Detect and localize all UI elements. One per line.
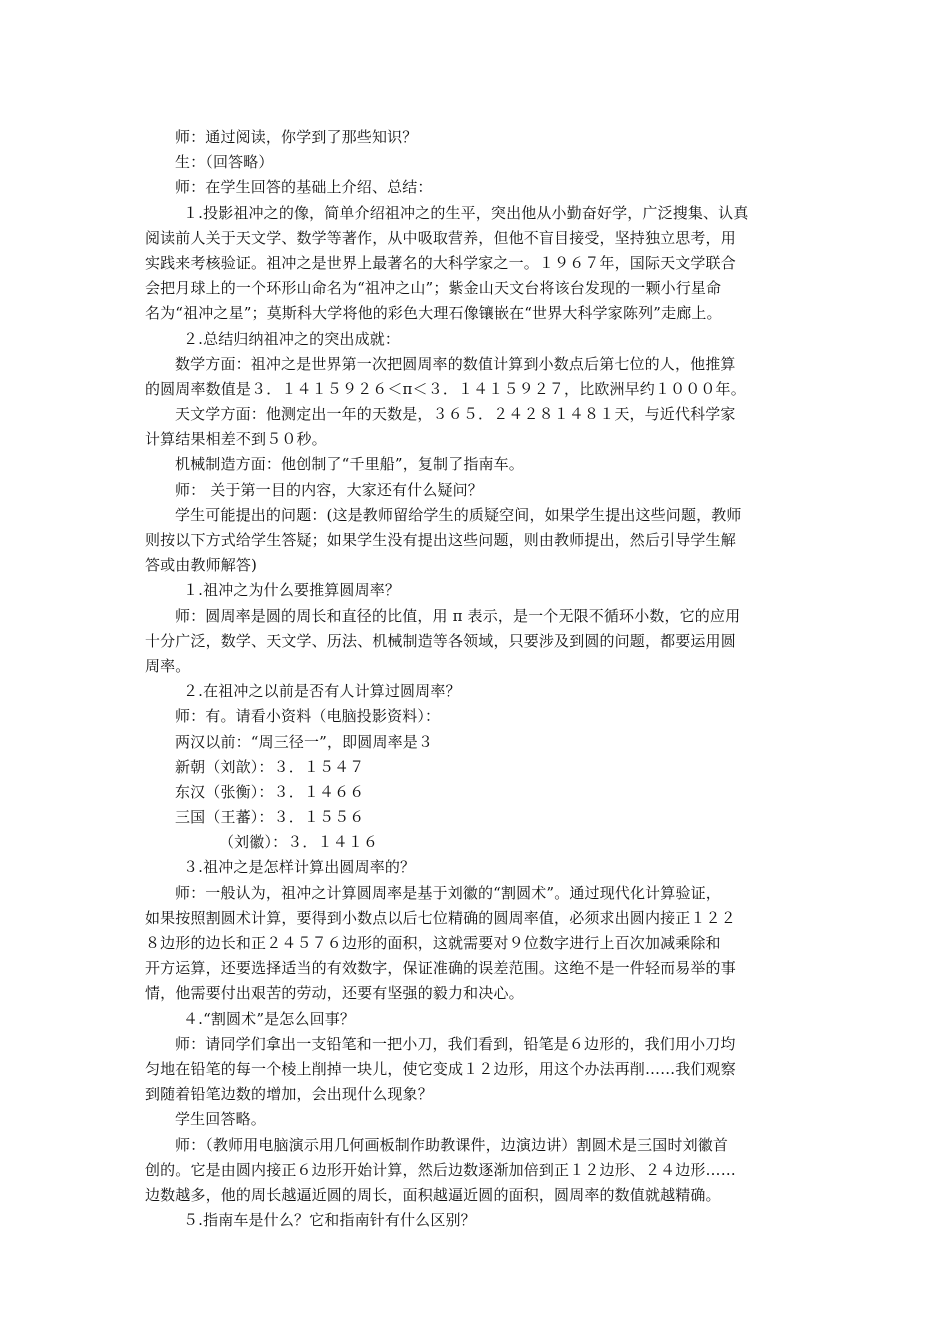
text-line: 师：圆周率是圆的周长和直径的比值，用 π 表示，是一个无限不循环小数，它的应用 [175,606,741,625]
text-line: 名为“祖冲之星”；莫斯科大学将他的彩色大理石像镶嵌在“世界大科学家陈列”走廊上。 [145,304,722,323]
text-line: 数学方面：祖冲之是世界第一次把圆周率的数值计算到小数点后第七位的人，他推算 [175,354,736,373]
text-line: 到随着铅笔边数的增加，会出现什么现象？ [145,1085,433,1104]
text-line: 十分广泛，数学、天文学、历法、机械制造等各领域，只要涉及到圆的问题，都要运用圆 [145,631,736,650]
text-line: ２.总结归纳祖冲之的突出成就： [183,329,401,348]
text-line: １.祖冲之为什么要推算圆周率？ [183,581,401,600]
text-line: 匀地在铅笔的每一个棱上削掉一块儿，使它变成１２边形，用这个办法再削……我们观察 [145,1059,736,1078]
text-line: 两汉以前：“周三径一”，即圆周率是３ [175,732,434,751]
text-line: 创的。它是由圆内接正６边形开始计算，然后边数逐渐加倍到正１２边形、２４边形…… [145,1160,736,1179]
text-line: 师：通过阅读，你学到了那些知识？ [175,128,418,146]
text-line: 师：一般认为，祖冲之计算圆周率是基于刘徽的“割圆术”。通过现代化计算验证， [175,883,721,902]
text-line: 三国（王蕃）：３．１５５６ [175,808,365,827]
text-line: 阅读前人关于天文学、数学等著作，从中吸取营养，但他不盲目接受，坚持独立思考，用 [145,228,736,247]
document-body [145,125,815,1233]
text-line: 新朝（刘歆）：３．１５４７ [175,757,365,776]
text-line: 师：在学生回答的基础上介绍、总结： [175,178,433,197]
text-line: 实践来考核验证。祖冲之是世界上最著名的大科学家之一。１９６７年，国际天文学联合 [145,253,736,272]
text-line: 师： 关于第一目的内容，大家还有什么疑问？ [175,480,483,499]
text-line: 开方运算，还要选择适当的有效数字，保证准确的误差范围。这绝不是一件轻而易举的事 [145,959,736,978]
text-line: 机械制造方面：他创制了“千里船”，复制了指南车。 [175,455,524,474]
text-line: １.投影祖冲之的像，简单介绍祖冲之的生平，突出他从小勤奋好学，广泛搜集、认真 [183,203,749,222]
text-line: 边数越多，他的周长越逼近圆的周长，面积越逼近圆的面积，圆周率的数值就越精确。 [145,1185,721,1204]
text-line: 情，他需要付出艰苦的劳动，还要有坚强的毅力和决心。 [145,984,524,1003]
text-line: 答或由教师解答) [145,556,258,575]
text-line: ２.在祖冲之以前是否有人计算过圆周率？ [183,682,461,701]
text-line: 生：（回答略） [175,153,274,172]
text-line: 师：有。请看小资料（电脑投影资料）： [175,707,441,726]
text-line: ８边形的边长和正２４５７６边形的面积，这就需要对９位数字进行上百次加减乘除和 [145,934,721,952]
text-line: 师：（教师用电脑演示用几何画板制作助教课件，边演边讲）割圆术是三国时刘徽首 [175,1135,729,1154]
text-line: ５.指南车是什么？它和指南针有什么区别？ [183,1211,476,1230]
text-line: 师：请同学们拿出一支铅笔和一把小刀，我们看到，铅笔是６边形的，我们用小刀均 [175,1034,736,1053]
text-line: 学生回答略。 [175,1110,266,1129]
text-line: ３.祖冲之是怎样计算出圆周率的？ [183,858,416,877]
text-line: （刘徽）：３．１４１６ [219,833,379,852]
text-line: 周率。 [145,656,191,675]
text-line: 则按以下方式给学生答疑；如果学生没有提出这些问题，则由教师提出，然后引导学生解 [145,531,736,549]
text-line: 的圆周率数值是３．１４１５９２６＜π＜３．１４１５９２７，比欧洲早约１０００年。 [145,379,746,398]
text-line: 天文学方面：他测定出一年的天数是，３６５．２４２８１４８１天，与近代科学家 [175,405,736,424]
text-line: 计算结果相差不到５０秒。 [145,430,327,449]
text-line: 学生可能提出的问题：(这是教师留给学生的质疑空间，如果学生提出这些问题，教师 [175,505,742,524]
text-line: ４.“割圆术”是怎么回事？ [183,1009,356,1028]
text-line: 会把月球上的一个环形山命名为“祖冲之山”；紫金山天文台将该台发现的一颗小行星命 [145,279,722,298]
text-line: 东汉（张衡）：３．１４６６ [175,782,365,801]
text-line: 如果按照割圆术计算，要得到小数点以后七位精确的圆周率值，必须求出圆内接正１２２ [145,908,736,927]
